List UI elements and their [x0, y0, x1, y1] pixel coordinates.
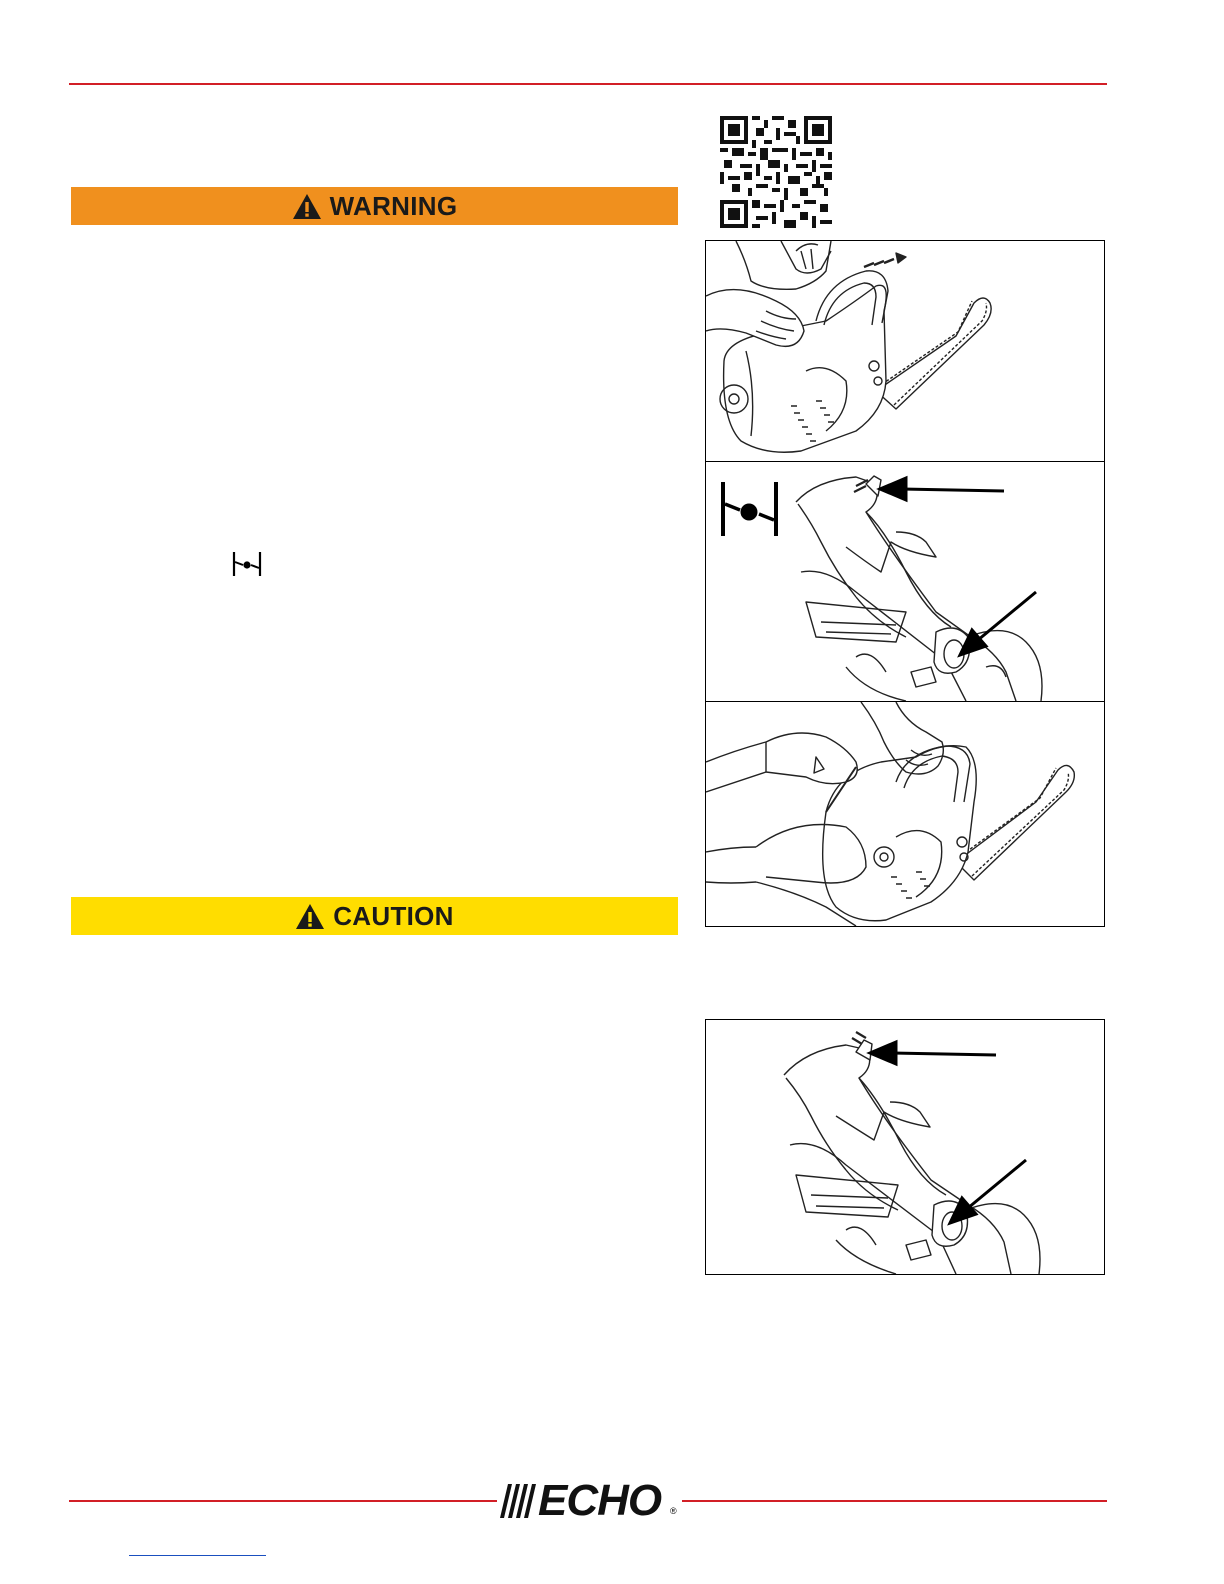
- choke-symbol-large-icon: [723, 482, 776, 536]
- footer-rule-left: [69, 1500, 497, 1502]
- figure-start-pull: [705, 240, 1105, 462]
- echo-logo: [500, 1476, 682, 1525]
- trademark-symbol: ®: [670, 1506, 677, 1516]
- footer-rule-right: [682, 1500, 1107, 1502]
- warning-banner: [71, 187, 678, 225]
- chainsaw-restart-illustration: [706, 702, 1104, 926]
- choke-open-illustration: [706, 1020, 1104, 1274]
- choke-lever-illustration: [706, 462, 1104, 701]
- echo-logo-stripes-icon: [500, 1484, 540, 1518]
- footer-link-underline[interactable]: [129, 1555, 266, 1556]
- figure-choke-lever: [705, 461, 1105, 702]
- warning-label: WARNING: [329, 190, 458, 221]
- echo-logo-text: ECHO: [538, 1476, 662, 1525]
- qr-code-icon: [720, 116, 832, 228]
- caution-triangle-icon: [295, 903, 325, 930]
- chainsaw-pull-start-illustration: [706, 241, 1104, 461]
- warning-triangle-icon: [292, 193, 322, 220]
- caution-label: CAUTION: [333, 900, 454, 931]
- header-rule: [69, 83, 1107, 85]
- figure-restart: [705, 701, 1105, 927]
- choke-symbol-icon: [232, 550, 262, 578]
- caution-banner: [71, 897, 678, 935]
- figure-choke-open: [705, 1019, 1105, 1275]
